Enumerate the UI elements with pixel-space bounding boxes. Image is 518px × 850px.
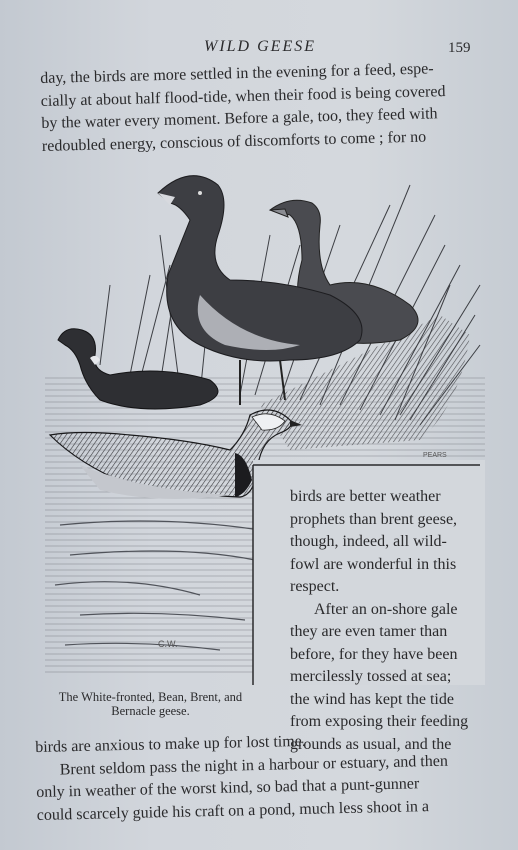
text-line: mercilessly tossed at sea;: [290, 668, 452, 685]
text-line: After an on-shore gale: [314, 600, 458, 618]
text-line: though, indeed, all wild-: [290, 533, 447, 550]
text-line: the wind has kept the tide: [290, 690, 454, 708]
caption-line: The White-fronted, Bean, Brent, and: [58, 690, 243, 704]
text-line: from exposing their feeding: [290, 713, 469, 730]
artist-mark-left: C.W.: [158, 639, 178, 649]
caption-line: Bernacle geese.: [111, 704, 190, 718]
text-line: only in weather of the worst kind, so bad that a punt-gunner: [36, 775, 420, 801]
text-line: respect.: [290, 578, 340, 595]
text-line: fowl are wonderful in this: [290, 555, 457, 573]
text-line: Brent seldom pass the night in a harbour or estuary, and then: [59, 752, 449, 778]
text-line: prophets than brent geese,: [290, 510, 458, 528]
text-line: birds are better weather: [290, 488, 441, 505]
text-line: grounds as usual, and the: [290, 735, 452, 753]
text-line: before, for they have been: [290, 645, 458, 663]
text-line: redoubled energy, conscious of discomforts to come ; for no: [41, 128, 427, 155]
text-line: cially at about half flood-tide, when their food is being covered: [40, 82, 446, 110]
running-head: [0, 38, 518, 60]
illustration-caption: [38, 690, 263, 718]
right-column-paragraph: [290, 486, 480, 756]
page-number: 159: [448, 40, 471, 56]
text-line: they are even tamer than: [290, 623, 448, 640]
text-line: day, the birds are more settled in the evening for a feed, espe-: [40, 60, 434, 87]
text-line: by the water every moment. Before a gale, too, they feed with: [41, 105, 438, 132]
artist-mark-right: PEARS: [423, 452, 447, 459]
text-line: could scarcely guide his craft on a pond, much less shoot in a: [36, 797, 430, 824]
running-title: WILD GEESE: [204, 38, 316, 55]
bottom-paragraph: [35, 727, 485, 827]
text-line: birds are anxious to make up for lost time.: [35, 732, 306, 756]
top-paragraph: [40, 57, 482, 158]
